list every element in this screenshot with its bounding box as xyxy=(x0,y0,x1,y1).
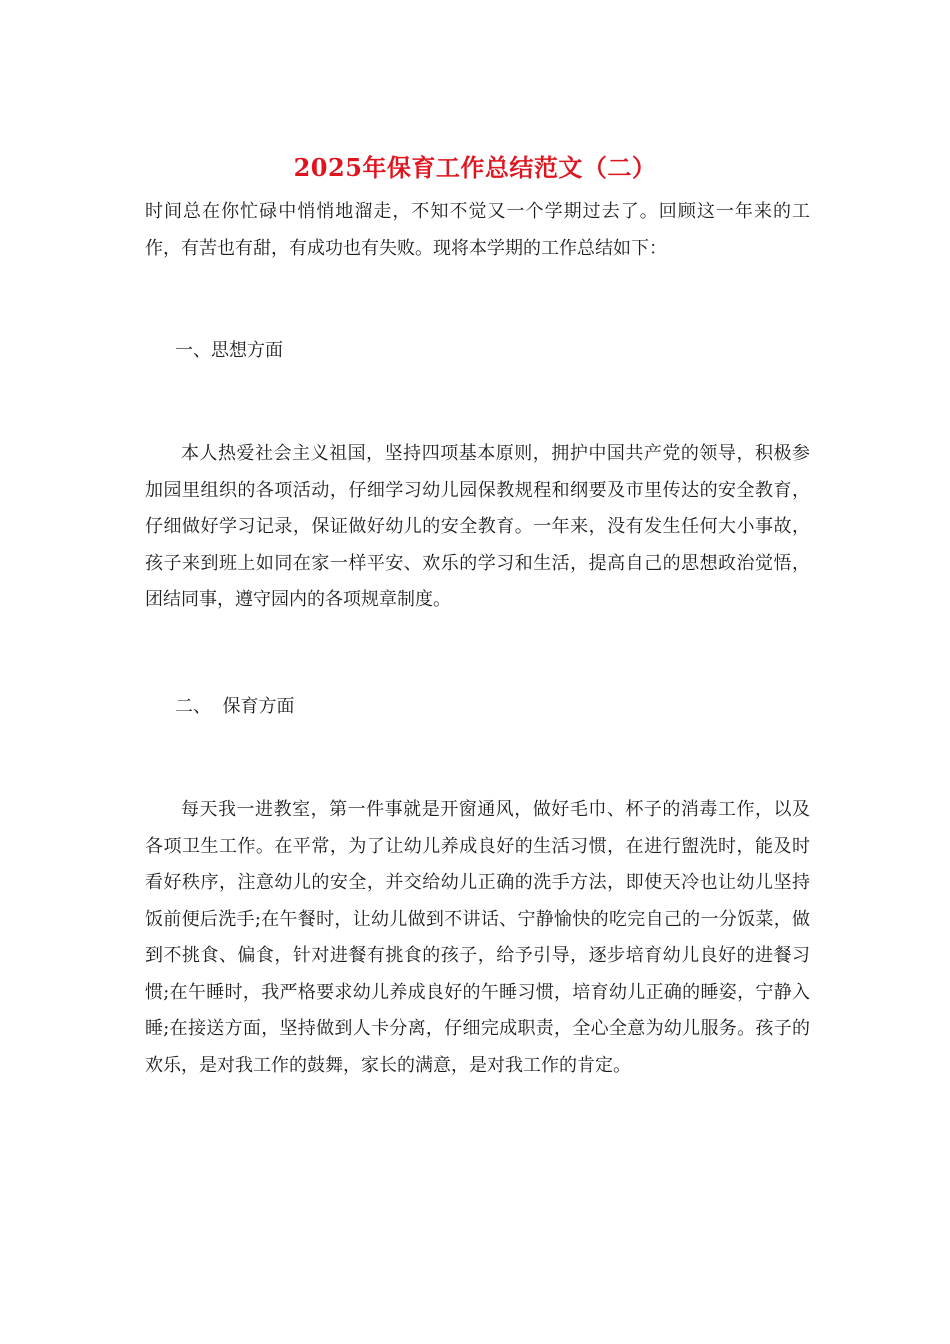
section-heading-care: 二、 保育方面 xyxy=(175,696,295,717)
section-body-thought: 本人热爱社会主义祖国，坚持四项基本原则，拥护中国共产党的领导，积极参加园里组织的各项活动，仔细学习幼儿园保教规程和纲要及市里传达的安全教育，仔细做好学习记录，保证做好幼儿的安全教育。一年来，没有发生任何大小事故，孩子来到班上如同在家一样平安、欢乐的学习和生活，提高自己的思想政治觉悟，团结同事，遵守园内的各项规章制度。 xyxy=(145,443,810,610)
document-title: 2025年保育工作总结范文（二） xyxy=(293,153,657,182)
section-heading-thought: 一、思想方面 xyxy=(175,340,283,361)
section-body-care: 每天我一进教室，第一件事就是开窗通风，做好毛巾、杯子的消毒工作，以及各项卫生工作。在平常，为了让幼儿养成良好的生活习惯，在进行盥洗时，能及时看好秩序，注意幼儿的安全，并交给幼儿正确的洗手方法，即使天冷也让幼儿坚持饭前便后洗手;在午餐时，让幼儿做到不讲话、宁静愉快的吃完自己的一分饭菜，做到不挑食、偏食，针对进餐有挑食的孩子，给予引导，逐步培育幼儿良好的进餐习惯;在午睡时，我严格要求幼儿养成良好的午睡习惯，培育幼儿正确的睡姿，宁静入睡;在接送方面，坚持做到人卡分离，仔细完成职责，全心全意为幼儿服务。孩子的欢乐，是对我工作的鼓舞，家长的满意，是对我工作的肯定。 xyxy=(145,799,810,1076)
intro-paragraph: 时间总在你忙碌中悄悄地溜走，不知不觉又一个学期过去了。回顾这一年来的工作，有苦也有甜，有成功也有失败。现将本学期的工作总结如下： xyxy=(145,201,810,259)
